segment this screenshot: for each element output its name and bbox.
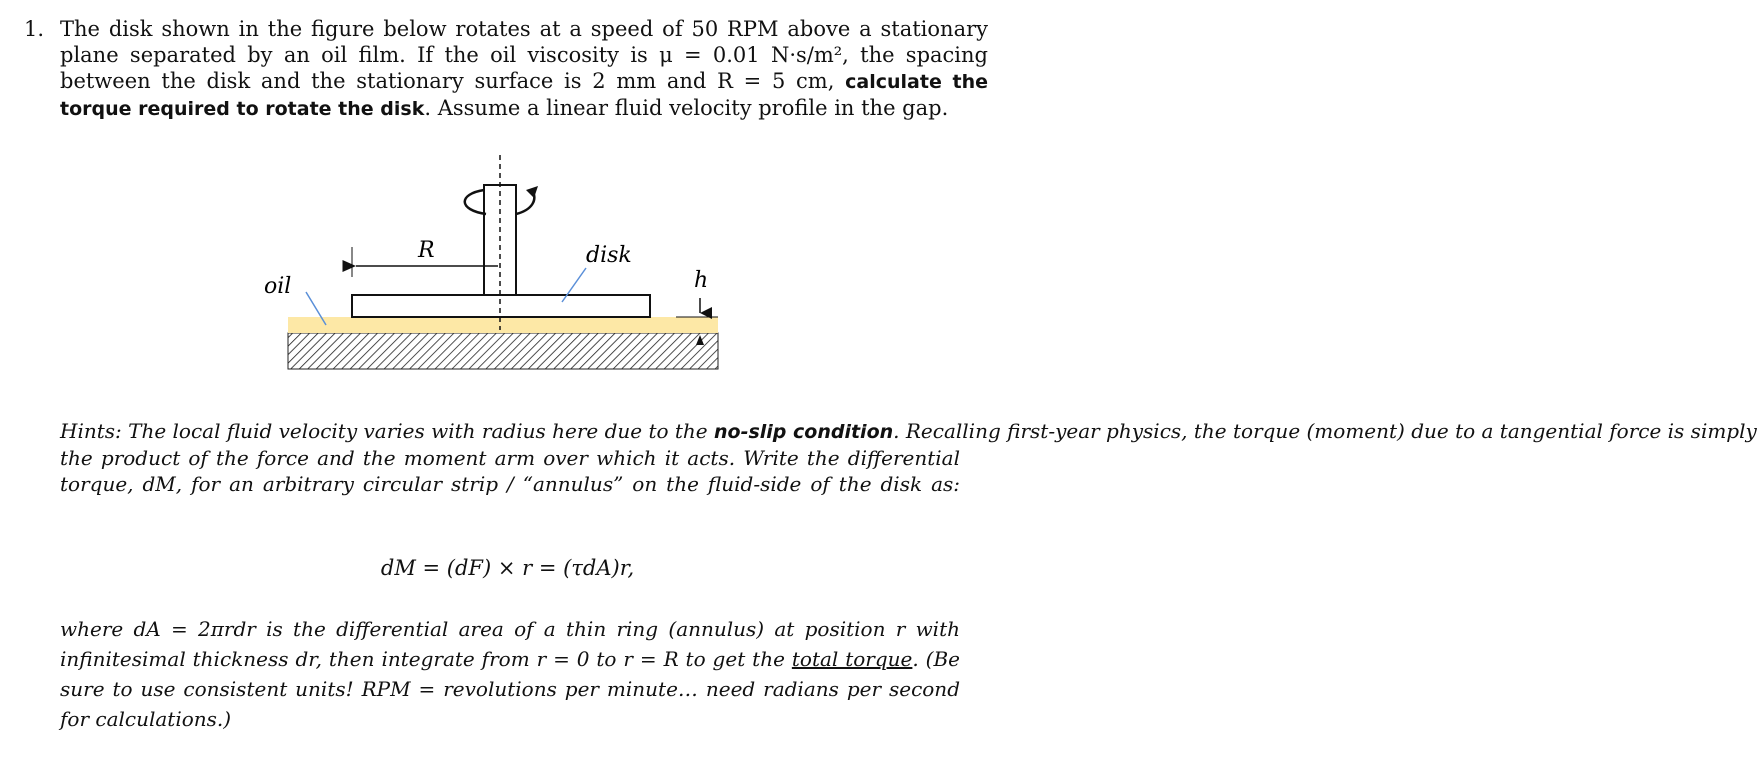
problem-line-3: between the disk and the stationary surface is 2 mm and R = 5 cm,	[60, 69, 835, 93]
label-disk: disk	[586, 243, 632, 268]
hints-rest-0: . Recalling first-year physics, the torque (moment) due to a tangential force is simply	[893, 419, 1757, 443]
bold-torque: torque required to rotate the disk	[60, 98, 425, 120]
problem-tail: . Assume a linear fluid velocity profile in the gap.	[424, 96, 949, 120]
ground-hatch	[288, 333, 718, 369]
problem-number: 1.	[24, 17, 45, 41]
hints-line-4: torque, dM, for an arbitrary circular strip / “annulus” on the fluid-side of the disk as:	[60, 472, 960, 496]
problem-text	[60, 16, 988, 122]
hints-pre: Hints: The local fluid velocity varies with radius here due to the	[60, 419, 708, 443]
label-oil: oil	[264, 274, 292, 299]
label-R: R	[418, 238, 435, 263]
problem-line-3-wrap	[60, 68, 988, 95]
hints-line-3: the product of the force and the moment arm over which it acts. Write the differential	[60, 446, 960, 470]
after-line-3: sure to use consistent units! RPM = revolutions per minute… need radians per second	[60, 677, 960, 701]
hints-paragraph	[60, 418, 1757, 497]
disk-plate	[352, 295, 650, 317]
rotation-arrowhead-icon	[526, 186, 538, 198]
disk-diagram	[264, 150, 730, 380]
label-h: h	[694, 268, 709, 293]
problem-line-1: The disk shown in the figure below rotates at a speed of 50 RPM above a stationary	[60, 17, 988, 41]
torque-equation: dM = (dF) × r = (τdA)r,	[380, 556, 635, 580]
after-line-2-post: . (Be	[912, 647, 961, 671]
hints-line-1-wrap	[60, 418, 1757, 445]
bold-calculate: calculate the	[845, 71, 988, 93]
total-torque-underlined: total torque	[791, 647, 913, 671]
after-line-4: for calculations.)	[60, 707, 232, 731]
oil-film	[288, 317, 718, 333]
hints-bold: no-slip condition	[714, 421, 894, 443]
problem-line-4-wrap	[60, 95, 988, 122]
after-line-1: where dA = 2πrdr is the differential area of a thin ring (annulus) at position r with	[60, 617, 960, 641]
after-line-2-wrap	[60, 644, 960, 674]
problem-line-2: plane separated by an oil film. If the oil viscosity is μ = 0.01 N·s/m², the spacing	[60, 43, 988, 67]
after-line-2-pre: infinitesimal thickness dr, then integrate from r = 0 to r = R to get the	[60, 647, 785, 671]
integration-paragraph	[60, 614, 960, 734]
disk-figure	[264, 150, 730, 380]
